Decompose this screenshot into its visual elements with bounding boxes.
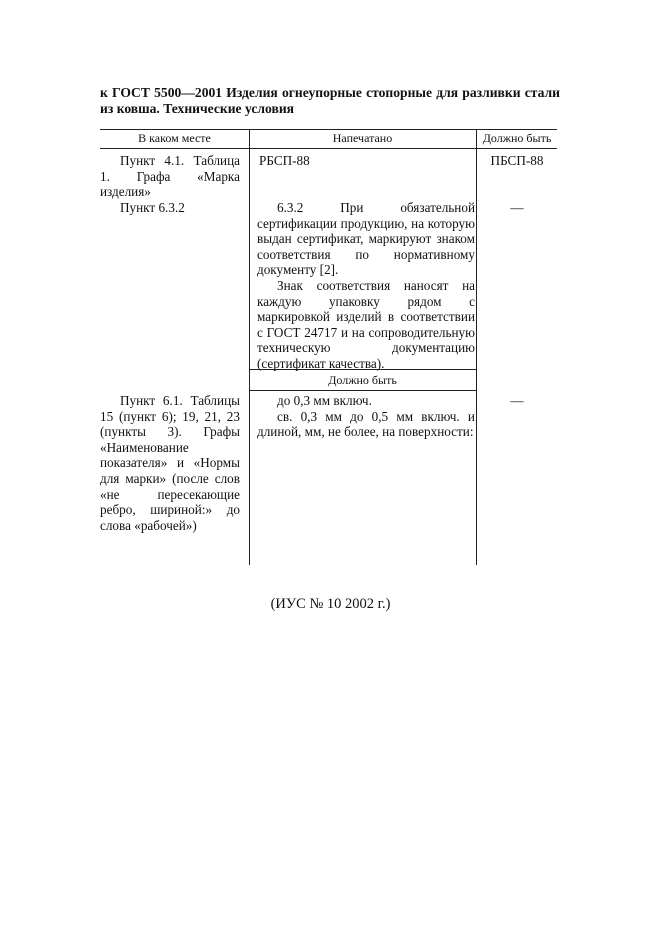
footer-source: (ИУС № 10 2002 г.) [270,596,391,612]
header-bottom-rule [100,148,557,149]
row2-printed-paragraph-1: 6.3.2 При обязательной сертификации продукцию, на которую выдан сертификат, маркируют знаком соответствия по нормативному документу [2]. [257,200,475,278]
table-top-rule [100,129,557,130]
row3-printed-line-2: св. 0,3 мм до 0,5 мм включ. и длиной, мм, не более, на поверхности: [257,408,475,440]
row1-where: Пункт 4.1. Таблица 1. Графа «Марка изделия» [100,153,240,200]
column-header-should-be: Должно быть [482,131,552,145]
erratum-heading: к ГОСТ 5500—2001 Изделия огнеупорные стопорные для разливки стали из ковша. Технические условия [100,85,560,116]
column-divider-1 [249,129,250,565]
subheader-bottom-rule [249,390,476,391]
column-divider-2 [476,129,477,565]
row3-printed [257,393,475,440]
column-header-printed: Напечатано [332,131,393,145]
column-header-where: В каком месте [138,131,211,145]
row3-printed-line-1: до 0,3 мм включ. [277,393,372,408]
row1-should-be: ПБСП-88 [490,153,544,168]
subheader-should-be: Должно быть [328,373,397,387]
row2-should-be: — [510,200,524,215]
row2-printed-paragraph-2: Знак соответствия наносят на каждую упаковку рядом с маркировкой изделий в соответствии с ГОСТ 24717 и на сопроводительную техническую документацию (сертификат качества). [257,277,475,371]
row3-should-be: — [510,393,524,408]
erratum-table [100,129,557,565]
row3-where: Пункт 6.1. Таблицы 15 (пункт 6); 19, 21, 23 (пункты 3). Графы «Наименование показателя» и «Нормы для марки» (после слов «не пересекающие ребро, шириной:» до слова «рабочей») [100,393,240,533]
row2-printed [257,200,475,372]
row2-where: Пункт 6.3.2 [120,200,185,215]
row1-printed: РБСП-88 [259,153,310,168]
